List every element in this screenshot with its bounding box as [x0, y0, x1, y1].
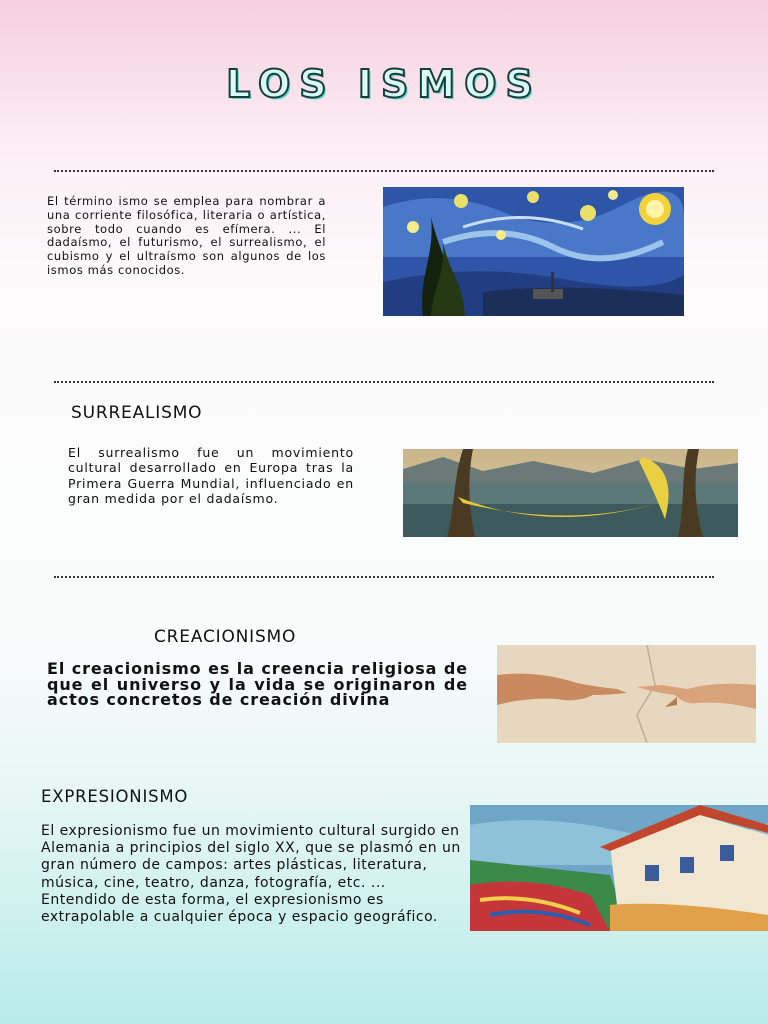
surrealismo-heading: SURREALISMO: [71, 403, 203, 423]
page-title: LOS ISMOS: [226, 62, 542, 106]
divider: [54, 170, 714, 172]
creacionismo-heading: CREACIONISMO: [154, 627, 297, 647]
expressionist-painting-image: [470, 805, 768, 931]
divider: [54, 576, 714, 578]
expresionismo-heading: EXPRESIONISMO: [41, 787, 189, 806]
surrealismo-text: El surrealismo fue un movimiento cultural desarrollado en Europa tras la Primera Guerra Mundial, influenciado en gran medida por el dadaísmo.: [68, 445, 354, 506]
expresionismo-text: El expresionismo fue un movimiento cultural surgido en Alemania a principios del siglo XX, que se plasmó en un gran número de campos: artes plásticas, literatura, música, cine, teatro, danza, fotografía, etc. ... Entendido de esta forma, el expresionismo es extrapolable a cualquier época y espacio geográfico.: [41, 823, 461, 926]
creation-of-adam-image: [497, 645, 756, 743]
creacionismo-text: El creacionismo es la creencia religiosa de que el universo y la vida se originaron de actos concretos de creación divina: [47, 659, 468, 709]
surrealist-banana-image: [403, 449, 738, 537]
divider: [54, 381, 714, 383]
intro-text: El término ismo se emplea para nombrar a una corriente filosófica, literaria o artística, sobre todo cuando es efímera. ... El dadaísmo, el futurismo, el surrealismo, el cubismo y el ultraísmo son algunos de los ismos más conocidos.: [47, 194, 326, 277]
starry-night-image: [383, 187, 684, 316]
